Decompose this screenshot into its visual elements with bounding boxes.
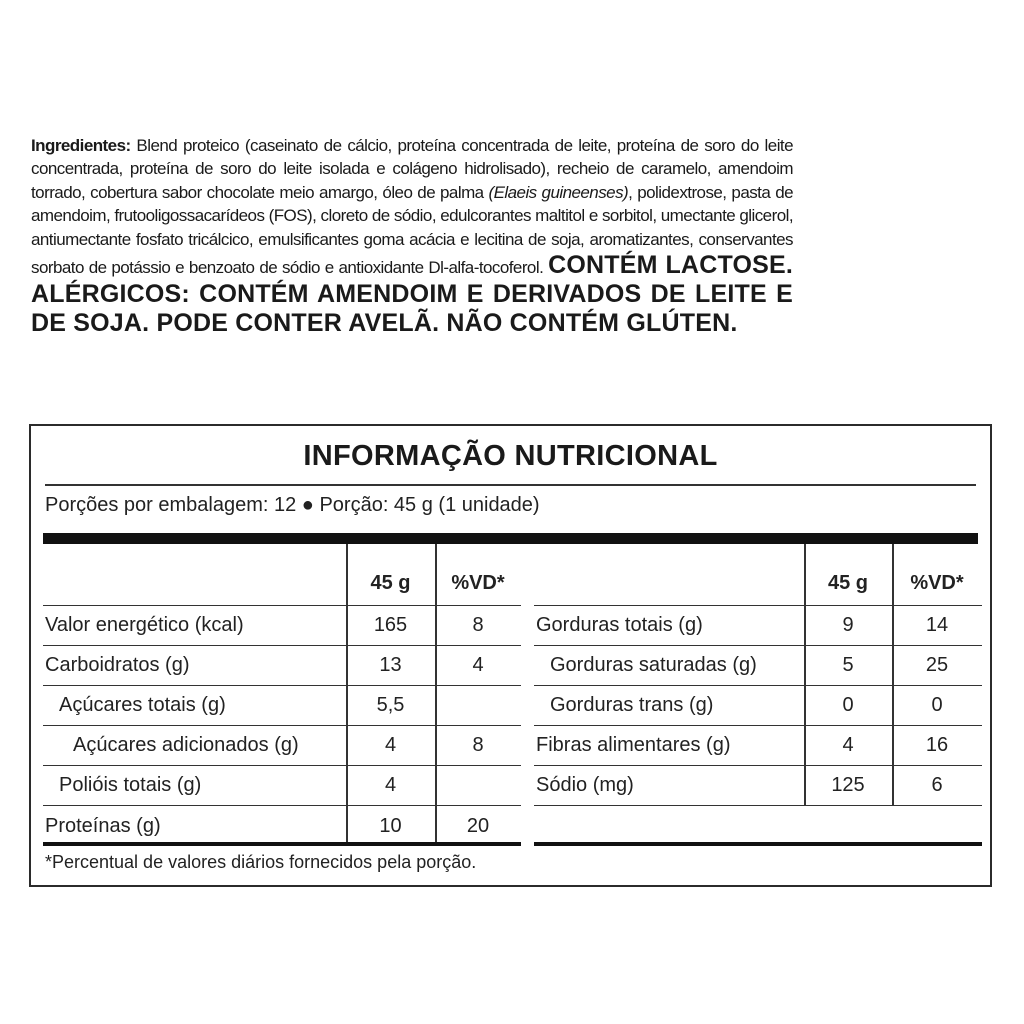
nutrient-name: Gorduras saturadas (g) [550, 654, 757, 676]
nutrient-dv: 4 [472, 654, 484, 676]
nutrient-amount: 5,5 [376, 694, 405, 716]
nutrition-table-right [534, 544, 982, 806]
nutrient-dv: 14 [925, 614, 949, 636]
footer-bar-right [534, 842, 982, 846]
nutrient-dv: 25 [925, 654, 949, 676]
nutrient-name: Açúcares totais (g) [59, 694, 226, 716]
ingredients-label: Ingredientes: [31, 136, 131, 155]
table-row [43, 806, 521, 846]
scientific-name: (Elaeis guineenses) [488, 182, 629, 202]
nutrient-dv [435, 766, 521, 805]
table-row [43, 726, 521, 766]
table-header-row [43, 544, 521, 606]
nutrient-dv [435, 686, 521, 725]
title-divider [45, 484, 976, 486]
dv-column-header: %VD* [451, 572, 505, 594]
nutrient-dv: 20 [466, 814, 490, 837]
nutrient-name: Valor energético (kcal) [45, 614, 244, 636]
ingredients-list-part-1: Blend proteico (caseinato de cálcio, proteína concentrada de leite, proteína de soro do leite concentrada, proteína de soro do leite isolada e colágeno hidrolisado), recheio de caramelo, amendoim torrado, cobertura sabor chocolate meio amargo, óleo de palma [31, 136, 793, 202]
table-row [43, 606, 521, 646]
nutrient-amount: 125 [831, 774, 865, 796]
amount-column-header: 45 g [370, 572, 411, 594]
footer-bar-left [43, 842, 521, 846]
nutrient-name: Açúcares adicionados (g) [73, 734, 299, 756]
table-row [534, 606, 982, 646]
nutrient-name: Gorduras totais (g) [536, 614, 703, 636]
dv-column-header: %VD* [910, 572, 964, 594]
nutrient-amount: 4 [842, 734, 854, 756]
nutrient-name: Polióis totais (g) [59, 774, 202, 796]
serving-info: Porções por embalagem: 12 ● Porção: 45 g (1 unidade) [45, 494, 540, 516]
table-row [534, 766, 982, 806]
table-row [43, 686, 521, 726]
nutrient-dv: 8 [472, 614, 484, 636]
nutrient-dv: 8 [472, 734, 484, 756]
nutrient-dv: 16 [925, 734, 949, 756]
table-row [43, 646, 521, 686]
nutrient-name: Proteínas (g) [45, 814, 161, 837]
nutrition-table-left [43, 544, 521, 846]
allergen-warning: CONTÉM LACTOSE. ALÉRGICOS: CONTÉM AMENDOIM E DERIVADOS DE LEITE E DE SOJA. PODE CONTER AVELÃ. NÃO CONTÉM GLÚTEN. [31, 251, 794, 338]
ingredients-list-part-2: , polidextrose, pasta de amendoim, frutooligossacarídeos (FOS), cloreto de sódio, edulcorantes maltitol e sorbitol, umectante glicerol, antiumectante fosfato tricálcico, emulsificantes goma acácia e lecitina de soja, aromatizantes, conservantes sorbato de potássio e benzoato de sódio e antioxidante Dl-alfa-tocoferol. [31, 182, 793, 278]
nutrition-facts-panel [29, 424, 992, 887]
nutrient-amount: 5 [842, 654, 854, 676]
amount-column-header: 45 g [827, 572, 869, 594]
nutrient-name: Gorduras trans (g) [550, 694, 714, 716]
nutrition-title: INFORMAÇÃO NUTRICIONAL [303, 440, 718, 472]
nutrient-amount: 165 [373, 614, 408, 636]
footnote: *Percentual de valores diários fornecidos pela porção. [45, 852, 477, 872]
table-row [534, 686, 982, 726]
nutrient-amount: 10 [379, 814, 402, 837]
nutrient-name: Sódio (mg) [536, 774, 634, 796]
nutrient-name: Carboidratos (g) [45, 654, 190, 676]
nutrient-dv: 6 [931, 774, 943, 796]
header-thick-bar [43, 533, 978, 544]
table-row [534, 646, 982, 686]
nutrient-amount: 4 [384, 774, 397, 796]
nutrient-amount: 0 [842, 694, 854, 716]
ingredients-text [31, 134, 793, 338]
nutrient-amount: 4 [384, 734, 397, 756]
nutrient-amount: 13 [379, 654, 402, 676]
nutrient-dv: 0 [931, 694, 943, 716]
table-row [534, 726, 982, 766]
nutrient-name: Fibras alimentares (g) [536, 734, 731, 756]
table-row [43, 766, 521, 806]
nutrient-amount: 9 [842, 614, 854, 636]
table-header-row [534, 544, 982, 606]
